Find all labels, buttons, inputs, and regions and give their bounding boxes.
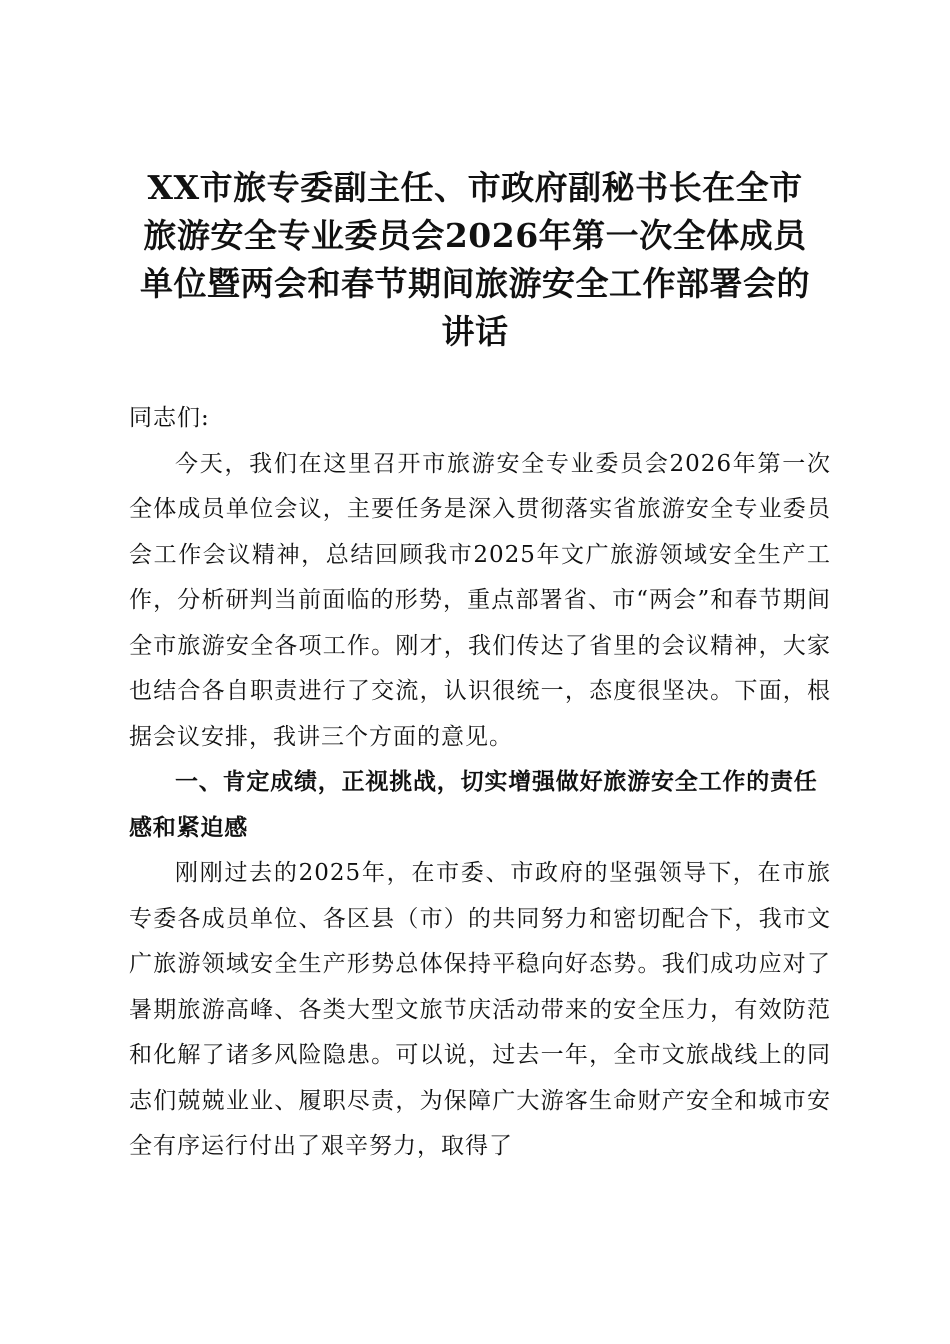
speech-title	[110, 164, 840, 356]
intro-paragraph: 今天，我们在这里召开市旅游安全专业委员会2026年第一次全体成员单位会议，主要任务是深入贯彻落实省旅游安全专业委员会工作会议精神，总结回顾我市2025年文广旅游领域安全生产工作，分析研判当前面临的形势，重点部署省、市“两会”和春节期间全市旅游安全各项工作。刚才，我们传达了省里的会议精神，大家也结合各自职责进行了交流，认识很统一，态度很坚决。下面，根据会议安排，我讲三个方面的意见。	[129, 450, 831, 750]
section-1-heading: 一、肯定成绩，正视挑战，切实增强做好旅游安全工作的责任感和紧迫感	[129, 769, 818, 841]
title-line-2: 旅游安全专业委员会2026年第一次全体成员	[143, 216, 807, 255]
title-line-3: 单位暨两会和春节期间旅游安全工作部署会的	[140, 264, 810, 303]
speech-body	[129, 396, 831, 1170]
salutation: 同志们:	[129, 405, 210, 431]
title-line-1: XX市旅专委副主任、市政府副秘书长在全市	[147, 168, 803, 207]
title-line-4: 讲话	[441, 312, 509, 351]
section-1-paragraph: 刚刚过去的2025年，在市委、市政府的坚强领导下，在市旅专委各成员单位、各区县（市）的共同努力和密切配合下，我市文广旅游领域安全生产形势总体保持平稳向好态势。我们成功应对了暑期旅游高峰、各类大型文旅节庆活动带来的安全压力，有效防范和化解了诸多风险隐患。可以说，过去一年，全市文旅战线上的同志们兢兢业业、履职尽责，为保障广大游客生命财产安全和城市安全有序运行付出了艰辛努力，取得了	[129, 860, 831, 1159]
